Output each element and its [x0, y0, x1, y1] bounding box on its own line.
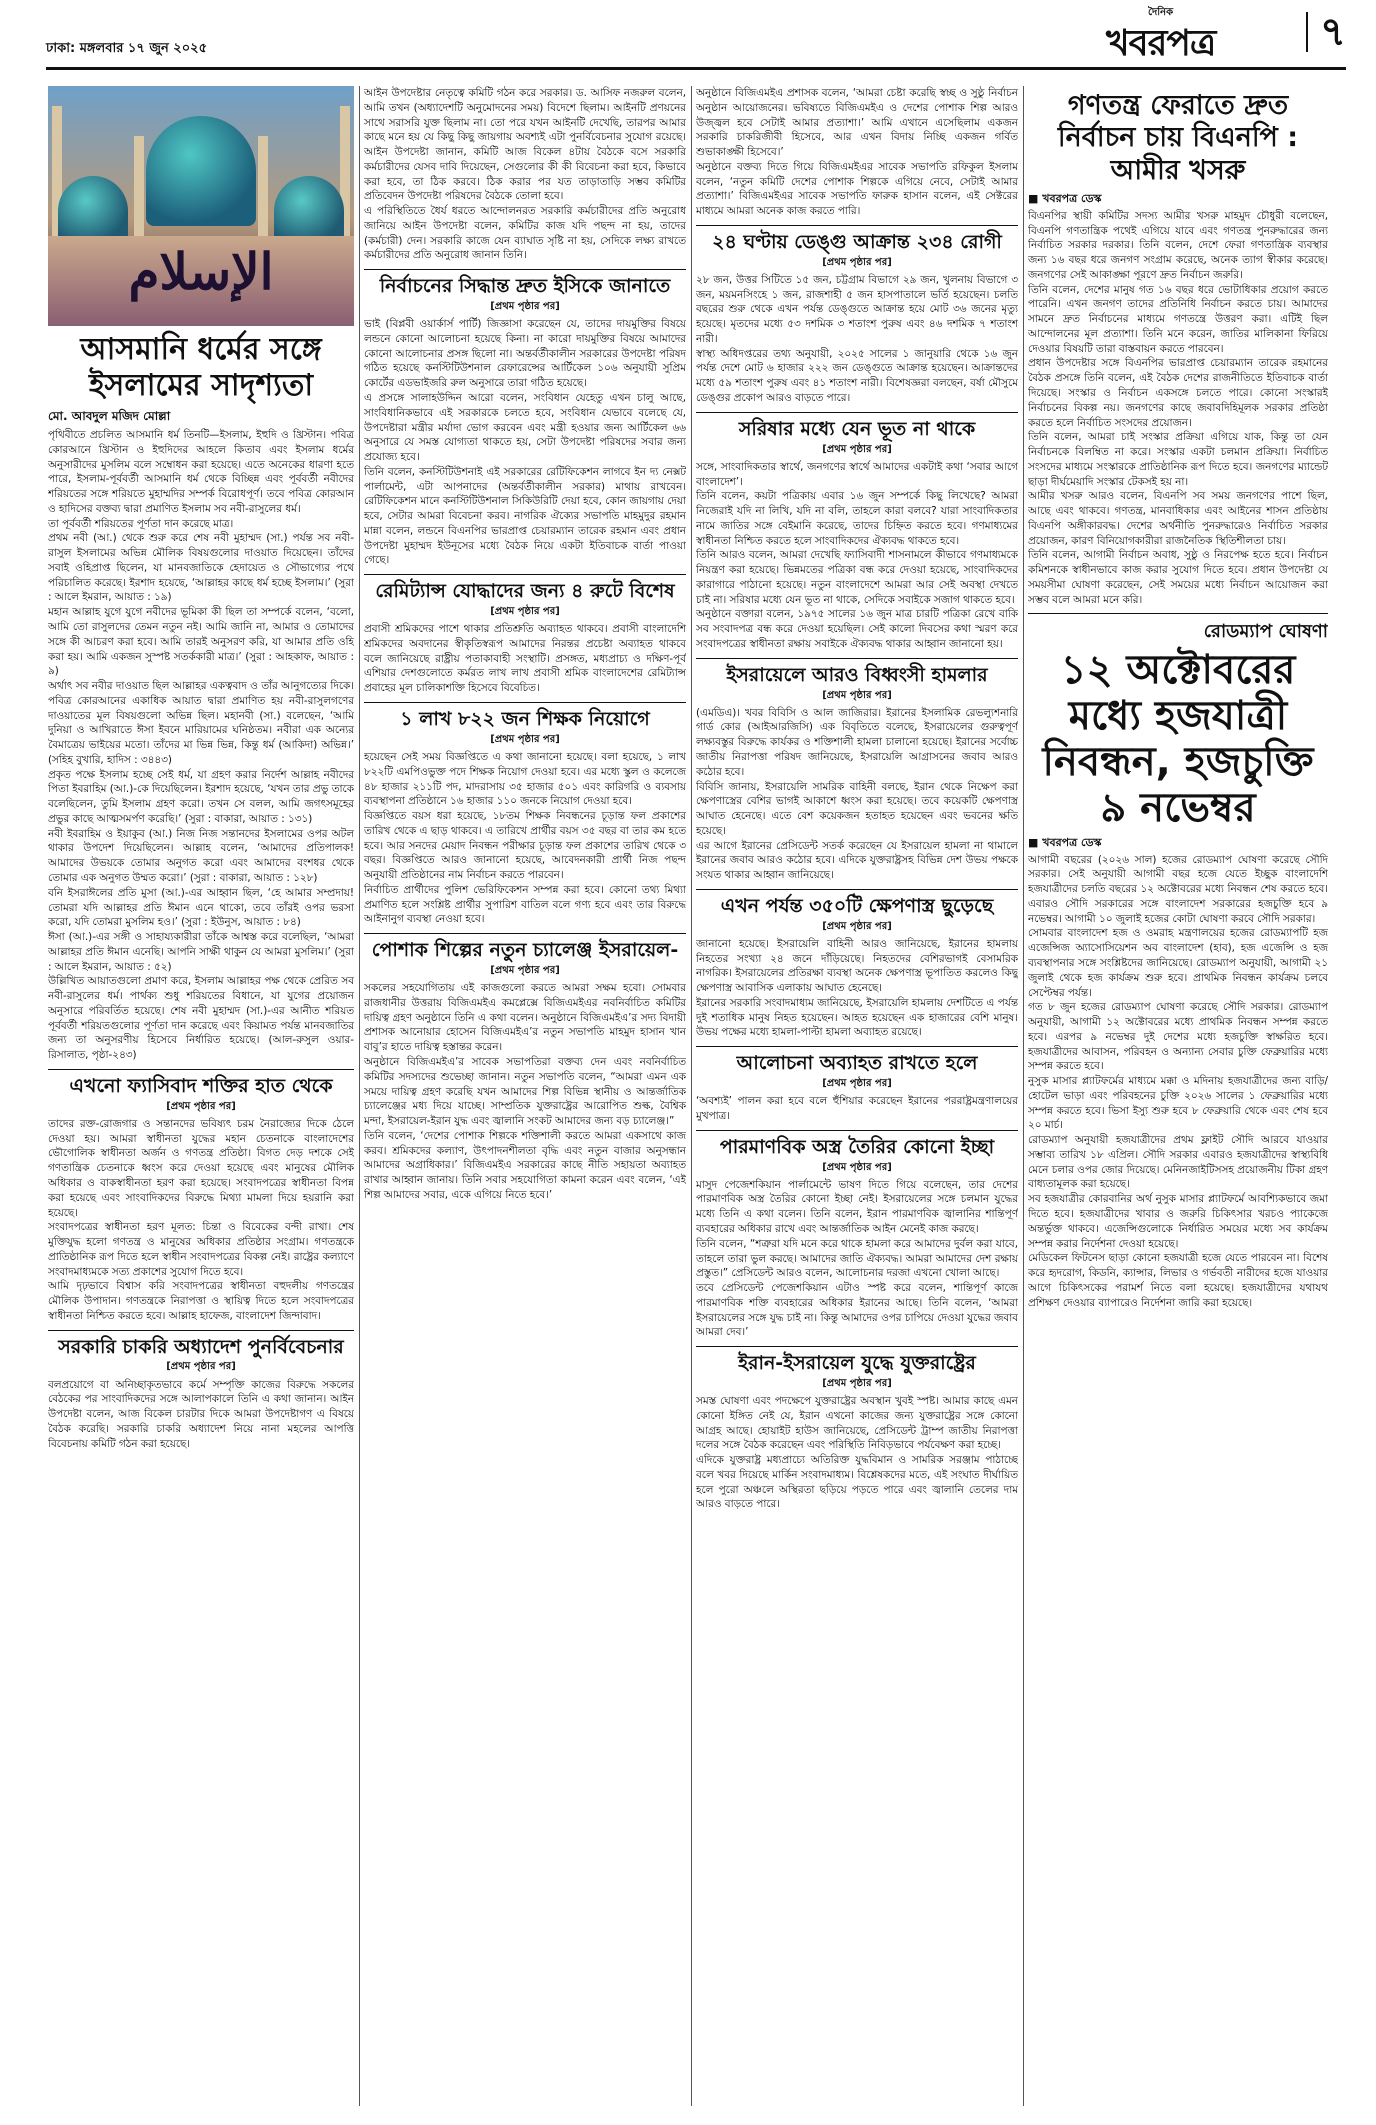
paragraph: তা পূর্ববর্তী শরিয়তের পূর্ণতা দান করেছে মাত্র। — [48, 517, 234, 530]
paragraph: বলপ্রয়োগে বা অনিচ্ছাকৃতভাবে কর্মে সম্পৃক্তি কাজের বিরুদ্ধে সকলের বেঠকের পর সাংবাদিকদের সঙ্গে আলাপকালে তিনি এ কথা জানান। আইন উপদেষ্টা বলেন, আজ বিকেল চারটার দিকে আমরা উপদেষ্টাগণ এ বিষয়ে বৈঠক করেছি। সরকারি চাকরি অধ্যাদেশ নিয়ে নানা মহলের আপত্তি বিবেচনায় কমিটি গঠন করা হয়েছে। — [48, 1378, 354, 1450]
paragraph: তিনি বলেন, ‘দেশের পোশাক শিল্পকে শক্তিশালী করতে আমরা একসাথে কাজ করব। শ্রমিকদের কল্যাণ, উৎপাদনশীলতা বৃদ্ধি এবং নতুন বাজার অনুসন্ধান আমাদের অগ্রাধিকার।’ বিজিএমইএ সরকারের কাছে নীতি সহায়তা অব্যাহত রাখার আহ্বান জানায়। তিনি সবার সহযোগিতা কামনা করেন এবং বলেন, ‘এই শিল্প আমাদের সবার, একে এগিয়ে নিতে হবে।’ — [364, 1129, 686, 1201]
paragraph: জানানো হয়েছে। ইসরায়েলি বাহিনী আরও জানিয়েছে, ইরানের হামলায় নিহতের সংখ্যা ২৪ জনে দাঁড়িয়েছে। নিহতদের বেশিরভাগই বেসামরিক নাগরিক। ইসরায়েলের প্রতিরক্ষা ব্যবস্থা অনেক ক্ষেপণাস্ত্র ভূপাতিত করলেও কিছু ক্ষেপণাস্ত্র আবাসিক এলাকায় আঘাত হেনেছে। — [696, 937, 1018, 995]
paragraph: ‘অবশ্যই’ পালন করা হবে বলে হুঁশিয়ার করেছেন ইরানের পররাষ্ট্রমন্ত্রণালয়ের মুখপাত্র। — [696, 1095, 1018, 1122]
headline: ২৪ ঘণ্টায় ডেঙ্গু আক্রান্ত ২৩৪ রোগী — [696, 225, 1018, 254]
headline: নির্বাচনের সিদ্ধান্ত দ্রুত ইসিকে জানাতে — [364, 269, 686, 298]
paragraph: আগামী বছরের (২০২৬ সাল) হজের রোডম্যাপ ঘোষণা করেছে সৌদি সরকার। সেই অনুযায়ী আগামী বছর হজে যেতে ইচ্ছুক বাংলাদেশি হজযাত্রীদের চলতি বছরের ১২ অক্টোবরের মধ্যে নিবন্ধন শেষ করতে হবে। এবারও সৌদি সরকারের সঙ্গে বাংলাদেশ সরকারের হজচুক্তি হবে ৯ নভেম্বর। আগামী ১০ জুলাই হজের কোটা ঘোষণা করবে সৌদি সরকার। — [1028, 853, 1328, 925]
column-4 — [1028, 86, 1328, 2116]
paragraph: বিএনপির স্থায়ী কমিটির সদস্য আমীর খসরু মাহমুদ চৌধুরী বলেছেন, বিএনপি গণতান্ত্রিক পথেই এগিয়ে যাবে এবং গণতন্ত্র পুনরুদ্ধারের জন্য নির্বাচিত সরকার দরকার। তিনি বলেন, দেশে ফেরা গণতান্ত্রিক ব্যবস্থার জন্য ১৬ বছর ধরে জনগণ সংগ্রাম করেছে, অনেক ত্যাগ স্বীকার করেছে। জনগণের সেই আকাঙ্ক্ষা পূরণে দ্রুত নির্বাচন জরুরি। — [1028, 209, 1328, 281]
article-dengue — [696, 225, 1018, 406]
article-nuclear — [696, 1130, 1018, 1340]
byline: মো. আবদুল মজিদ মোল্লা — [48, 409, 171, 423]
paragraph: তাদের রক্ত-রোজগার ও সন্তানদের ভবিষ্যৎ চরম নৈরাজ্যের দিকে ঠেলে দেওয়া হয়। আমরা স্বাধীনতা যুদ্ধের মহান চেতনাকে বাংলাদেশের ভৌগোলিক স্বাধীনতা অর্জন ও গণতন্ত্র প্রতিষ্ঠা। বিগত দেড় দশকে সেই গণতান্ত্রিক চেতনাকে ধ্বংস করে দেওয়া হয়েছে এবং মানুষের মৌলিক অধিকার ও বাকস্বাধীনতা হরণ করা হয়েছে। সংবাদপত্রের স্বাধীনতা বিপন্ন করা হয়েছে এবং সাংবাদিকদের বিরুদ্ধে মিথ্যা মামলা দিয়ে হয়রানি করা হয়েছে। — [48, 1117, 354, 1219]
paragraph: এর আগে ইরানের প্রেসিডেন্ট সতর্ক করেছেন যে ইসরায়েল হামলা না থামালে ইরানের জবাব আরও কঠোর হবে। এদিকে যুক্তরাষ্ট্রসহ বিভিন্ন দেশ উভয় পক্ষকে সংযত থাকার আহ্বান জানিয়েছে। — [696, 839, 1018, 882]
paragraph: সমস্ত ঘোষণা এবং পদক্ষেপে যুক্তরাষ্ট্রের অবস্থান খুবই স্পষ্ট। আমার কাছে এমন কোনো ইঙ্গিত নেই যে, ইরান এখনো কাজের জন্য যুক্তরাষ্ট্রের সঙ্গে কোনো আগ্রহ আছে। হোয়াইট হাউস জানিয়েছে, প্রেসিডেন্ট ট্রাম্প জাতীয় নিরাপত্তা দলের সঙ্গে বৈঠক করেছেন এবং পরিস্থিতি নিবিড়ভাবে পর্যবেক্ষণ করা হচ্ছে। — [696, 1395, 1018, 1452]
paragraph: মেডিকেল ফিটনেস ছাড়া কোনো হজযাত্রী হজে যেতে পারবেন না। বিশেষ করে হৃদরোগ, কিডনি, ক্যান্সার, লিভার ও গর্ভবতী নারীদের হজে যাওয়ার আগে চিকিৎসকের পরামর্শ নিতে বলা হয়েছে। হজযাত্রীদের যথাযথ প্রশিক্ষণ দেওয়ার ব্যাপারেও নির্দেশনা জারি করা হয়েছে। — [1028, 1252, 1328, 1309]
jump-line: [প্রথম পৃষ্ঠার পর] — [822, 689, 892, 701]
article-missiles — [696, 889, 1018, 1040]
paragraph: বিবিসি জানায়, ইসরায়েলি সামরিক বাহিনী বলছে, ইরান থেকে নিক্ষেপ করা ক্ষেপণাস্ত্রের বেশির ভাগই আকাশে ধ্বংস করা হয়েছে। তবে কয়েকটি ক্ষেপণাস্ত্র আঘাত হেনেছে। এতে বেশ কয়েকজন হতাহত হয়েছেন এবং ভবনের ক্ষতি হয়েছে। — [696, 780, 1018, 837]
article-jobs — [48, 1330, 354, 1452]
column-divider — [1023, 86, 1024, 2106]
paragraph: তিনি বলেন, “শত্রুরা যদি মনে করে থাকে হামলা করে আমাদের দুর্বল করা যাবে, তাহলে তারা ভুল করছে। আমাদের জাতি ঐক্যবদ্ধ। আমরা আমাদের দেশ রক্ষায় প্রস্তুত।” প্রেসিডেন্ট আরও বলেন, আলোচনার দরজা এখনো খোলা আছে। — [696, 1237, 1018, 1280]
paragraph: ঈসা (আ.)-এর সঙ্গী ও সাহায্যকারীরা তাঁকে আশ্বস্ত করে বলেছিল, ‘আমরা আল্লাহর প্রতি ঈমান এনেছি। আপনি সাক্ষী থাকুন যে আমরা মুসলিম।’ (সুরা : আলে ইমরান, আয়াত : ৫২) — [48, 931, 354, 973]
paragraph: বনি ইসরাঈলের প্রতি মুসা (আ.)-এর আহ্বান ছিল, ‘হে আমার সম্প্রদায়! তোমরা যদি আল্লাহর প্রতি ঈমান এনে থাকো, তবে তাঁরই ওপর ভরসা করো, যদি তোমরা মুসলিম হও।’ (সুরা : ইউনুস, আয়াত : ৮৪) — [48, 886, 354, 929]
article-israel-attack — [696, 658, 1018, 883]
paragraph: গত ৮ জুন হজের রোডম্যাপ ঘোষণা করেছে সৌদি সরকার। রোডম্যাপ অনুযায়ী, আগামী ১২ অক্টোবরের মধ্যে প্রাথমিক নিবন্ধন সম্পন্ন করতে হবে। এরপর ৯ নভেম্বর দুই দেশের মধ্যে হজচুক্তি স্বাক্ষরিত হবে। হজযাত্রীদের আবাসন, পরিবহন ও অন্যান্য সেবার চুক্তি ফেব্রুয়ারির মধ্যে সম্পন্ন করতে হবে। — [1028, 1001, 1328, 1073]
column-divider — [691, 86, 692, 2106]
headline: ইসরায়েলে আরও বিধ্বংসী হামলার — [696, 658, 1018, 687]
paragraph: বিজ্ঞপ্তিতে বয়স ধরা হয়েছে, ১৮তম শিক্ষক নিবন্ধনের চূড়ান্ত ফল প্রকাশের তারিখ থেকে এ ছাড় থাকবে। এ তারিখে প্রার্থীর বয়স ৩৫ বছর বা তার কম হতে হবে। আর সনদের মেয়াদ নিবন্ধন পরীক্ষার চূড়ান্ত ফল প্রকাশের তারিখ থেকে ৩ বছর। বিজ্ঞপ্তিতে আরও জানানো হয়েছে, আবেদনকারী প্রার্থী নিজ পছন্দ অনুযায়ী প্রতিষ্ঠানের নাম নির্বাচন করতে পারবেন। — [364, 810, 686, 882]
logo-small-label: দৈনিক — [1148, 7, 1174, 18]
article-garments — [364, 933, 686, 1202]
paragraph: এদিকে যুক্তরাষ্ট্র মধ্যপ্রাচ্যে অতিরিক্ত যুদ্ধবিমান ও সামরিক সরঞ্জাম পাঠাচ্ছে বলে খবর দিয়েছে মার্কিন সংবাদমাধ্যম। বিশ্লেষকদের মতে, এই সংঘাত দীর্ঘায়িত হলে পুরো অঞ্চলে অস্থিরতা ছড়িয়ে পড়তে পারে এবং জ্বালানি তেলের দাম আরও বাড়তে পারে। — [696, 1454, 1018, 1511]
paragraph: হয়েছেন সেই সময় বিজ্ঞপ্তিতে এ কথা জানানো হয়েছে। বলা হয়েছে, ১ লাখ ৮২২টি এমপিওভুক্ত পদে শিক্ষক নিয়োগ দেওয়া হবে। এর মধ্যে স্কুল ও কলেজে ৪৮ হাজার ২১১টি পদ, মাদরাসায় ৩৫ হাজার ৫০১ এবং কারিগরি ও ব্যবসায় ব্যবস্থাপনা প্রতিষ্ঠানে ১৬ হাজার ১১০ জনকে নিয়োগ দেওয়া হবে। — [364, 750, 686, 808]
paragraph: তিনি বলেন, কয়টা পত্রিকায় এবার ১৬ জুন সম্পর্কে কিছু লিখেছে? আমরা নিজেরাই যদি না লিখি, যদি না বলি, তাহলে কারা বলবে? যারা সাংবাদিকতার নামে জাতির সঙ্গে বেইমানি করেছে, তাদের চিহ্নিত করতে হবে। গণমাধ্যমের স্বাধীনতা নিশ্চিত করতে হলে সাংবাদিকদের ঐক্যবদ্ধ থাকতে হবে। — [696, 490, 1018, 547]
article-fascist — [48, 1069, 354, 1324]
paragraph: তিনি আরও বলেন, আমরা দেখেছি ফ্যাসিবাদী শাসনামলে কীভাবে গণমাধ্যমকে নিয়ন্ত্রণ করা হয়েছে। ভিন্নমতের পত্রিকা বন্ধ করে দেওয়া হয়েছে, সাংবাদিকদের কারাগারে পাঠানো হয়েছে। নতুন বাংলাদেশে আমরা আর সেই অবস্থা দেখতে চাই না। সরিষার মধ্যে যেন ভূত না থাকে, সেদিকে সবাইকে সজাগ থাকতে হবে। — [696, 549, 1018, 606]
jump-line: [প্রথম পৃষ্ঠার পর] — [490, 964, 560, 976]
jump-line: [প্রথম পৃষ্ঠার পর] — [822, 920, 892, 932]
paragraph: অনুষ্ঠানে বক্তব্য দিতে গিয়ে বিজিএমইএর সাবেক সভাপতি রফিকুল ইসলাম বলেন, ‘নতুন কমিটি দেশের পোশাক শিল্পকে এগিয়ে নেবে, সেটাই আমার প্রত্যাশা।’ বিজিএমইএর সাবেক সভাপতি ফারুক হাসান বলেন, এই সেক্টরের মাধ্যমে আমরা অনেক কাজ করতে পারি। — [696, 160, 1018, 218]
jump-line: [প্রথম পৃষ্ঠার পর] — [166, 1361, 236, 1373]
article-jobs-continued — [364, 86, 686, 263]
jump-line: [প্রথম পৃষ্ঠার পর] — [822, 256, 892, 268]
paragraph: অর্থাৎ সব নবীর দাওয়াত ছিল আল্লাহর একত্ববাদ ও তাঁর আনুগত্যের দিকে। পবিত্র কোরআনের একাধিক আয়াত দ্বারা প্রমাণিত হয় নবী-রাসুলগণের দাওয়াতের মূল বিষয়গুলো অভিন্ন ছিল। মহানবী (সা.) বলেছেন, ‘আমি দুনিয়া ও আখিরাতে ঈসা ইবনে মারিয়ামের ঘনিষ্ঠতম। নবীরা এক অন্যের বৈমাত্রেয় ভাইয়ের মতো। তাঁদের মা ভিন্ন ভিন্ন, কিন্তু ধর্ম (আকিদা) অভিন্ন।’ (সহিহ বুখারি, হাদিস : ৩৪৪৩) — [48, 680, 354, 766]
headline: আলোচনা অব্যাহত রাখতে হলে — [696, 1046, 1018, 1075]
paragraph: উল্লিখিত আয়াতগুলো প্রমাণ করে, ইসলাম আল্লাহর পক্ষ থেকে প্রেরিত সব নবী-রাসুলের ধর্ম। পার্থক্য শুধু শরিয়তের বিধানে, যা যুগের প্রয়োজন অনুসারে পরিবর্তিত হয়েছে। শেষ নবী মুহাম্মদ (সা.)-এর আনীত শরিয়ত পূর্ববর্তী শরিয়তগুলোর পূর্ণতা দান করেছে এবং কিয়ামত পর্যন্ত মানবজাতির জন্য তা অনুসরণীয় হিসেবে নির্ধারিত হয়েছে। (আল-রুসুল ওয়ার-রিসালাত, পৃষ্ঠা-২৪৩) — [48, 975, 354, 1062]
desk-line: ■ খবরপত্র ডেস্ক — [1028, 836, 1102, 849]
paragraph: তবে প্রেসিডেন্ট পেজেশকিয়ান এটাও স্পষ্ট করে বলেন, শান্তিপূর্ণ কাজে পারমাণবিক শক্তি ব্যবহারের অধিকার ইরানের আছে। তিনি বলেন, ‘আমরা ইসরায়েলের সঙ্গে যুদ্ধ চাই না। কিন্তু আমাদের ওপর চাপিয়ে দেওয়া যুদ্ধের জবাব আমরা দেব।’ — [696, 1282, 1018, 1339]
issue-date: ঢাকা: মঙ্গলবার ১৭ জুন ২০২৫ — [46, 41, 208, 56]
desk-line: ■ খবরপত্র ডেস্ক — [1028, 192, 1102, 206]
article-ghost — [696, 412, 1018, 652]
paragraph: অনুষ্ঠানে বিজিএমইএ’র সাবেক সভাপতিরা বক্তব্য দেন এবং নবনির্বাচিত কমিটির সদস্যদের শুভেচ্ছা জানান। নতুন সভাপতি বলেন, “আমরা এমন এক সময়ে দায়িত্ব গ্রহণ করেছি যখন আমাদের শিল্প বিভিন্ন স্থানীয় ও আন্তর্জাতিক চ্যালেঞ্জের মধ্য দিয়ে যাচ্ছে। সাম্প্রতিক যুক্তরাষ্ট্রের আরোপিত শুল্ক, বৈশ্বিক মন্দা, ইসরায়েল-ইরান যুদ্ধ এবং জ্বালানি সংকট আমাদের জন্য বড় চ্যালেঞ্জ।” — [364, 1055, 686, 1128]
jump-line: [প্রথম পৃষ্ঠার পর] — [822, 1078, 892, 1090]
article-khasru — [1028, 90, 1328, 607]
paragraph: সোমবার বাংলাদেশ হজ ও ওমরাহ মন্ত্রণালয়ের হজের রোডম্যাপটি হজ এজেন্সিজ অ্যাসোসিয়েশন অব বাংলাদেশ (হাব), হজ এজেন্সি ও হজ ব্যবস্থাপনার সঙ্গে সংশ্লিষ্টদের জানিয়েছে। রোডম্যাপ অনুযায়ী, আগামী ২১ জুলাই থেকে হজ কার্যক্রম শুরু হবে। প্রাথমিক নিবন্ধন কার্যক্রম চলবে সেপ্টেম্বর পর্যন্ত। — [1028, 927, 1328, 999]
headline: পোশাক শিল্পের নতুন চ্যালেঞ্জ ইসরায়েল- — [364, 933, 686, 962]
column-divider — [359, 86, 360, 2106]
paragraph: সকলের সহযোগিতায় এই কাজগুলো করতে আমরা সক্ষম হবো। সোমবার রাজধানীর উত্তরায় বিজিএমইএ কমপ্লেক্সে বিজিএমইএর নবনির্বাচিত কমিটির দায়িত্ব গ্রহণ অনুষ্ঠানে তিনি এ কথা বলেন। অনুষ্ঠানে বিজিএমইএ’র সদ্য বিদায়ী প্রশাসক আনোয়ার হোসেন বিজিএমইএ’র নতুন সভাপতি মাহমুদ হাসান খান বাবু’র হাতে দায়িত্ব হস্তান্তর করেন। — [364, 982, 686, 1054]
headline: সরিষার মধ্যে যেন ভূত না থাকে — [696, 412, 1018, 441]
paragraph: ২৮ জন, উত্তর সিটিতে ১৫ জন, চট্টগ্রাম বিভাগে ২৯ জন, খুলনায় বিভাগে ৩ জন, ময়মনসিংহে ১ জন, রাজশাহী ৫ জন হাসপাতালে ভর্তি হয়েছেন। চলতি বছরের শুরু থেকে এখন পর্যন্ত ডেঙ্গুতে আক্রান্ত হয়ে মোট ৩৬ জনের মৃত্যু হয়েছে। মৃতদের মধ্যে ৫৩ দশমিক ৩ শতাংশ পুরুষ এবং ৪৬ দশমিক ৭ শতাংশ নারী। — [696, 273, 1018, 345]
paragraph: (এমডিএ)। খবর বিবিসি ও আল জাজিরার। ইরানের ইসলামিক রেভল্যুশনারি গার্ড কোর (আইআরজিসি) এক বিবৃতিতে বলেছে, ইসরায়েলের গুরুত্বপূর্ণ লক্ষ্যবস্তুর বিরুদ্ধে কার্যকর ও শক্তিশালী হামলা চালানো হয়েছে। ইরানের সর্বোচ্চ জাতীয় নিরাপত্তা পরিষদ জানিয়েছে, ইসরায়েলি আগ্রাসনের জবাব আরও কঠোর হবে। — [696, 706, 1018, 778]
paragraph: সংবাদপত্রের স্বাধীনতা হরণ মূলত: চিন্তা ও বিবেকের বন্দী রাখা। শেষ মুক্তিযুদ্ধ হলো গণতন্ত্র ও মানুষের অধিকার প্রতিষ্ঠার সংগ্রাম। গণতন্ত্রকে প্রাতিষ্ঠানিক রূপ দিতে হলে স্বাধীন সংবাদপত্রের বিকল্প নেই। রাষ্ট্রের কল্যাণে সংবাদমাধ্যমকে সত্য প্রকাশের সুযোগ দিতে হবে। — [48, 1221, 354, 1278]
paragraph: তিনি বলেন, কনস্টিটিউশনাই এই সরকারের রেটিফিকেশন লাগবে ইন দ্য নেক্সট পার্লামেন্ট, এটা আপনাদের (অন্তর্বর্তীকালীন সরকার) মাথায় রাখবেন। রেটিফিকেশন মানে কনস্টিটিউশনাল সিকিউরিটি দেয়া হবে, কোন জায়গায় দেয়া হবে, সেটার আমরা বিবেচনা করব। নাগরিক ঐক্যের সভাপতি মাহমুদুর রহমান মান্না বলেন, লন্ডনে বিএনপির ভারপ্রাপ্ত চেয়ারম্যান তারেক রহমান এবং প্রধান উপদেষ্টা মুহাম্মদ ইউনূসের মধ্যে বৈঠক নিয়ে একটা ইতিবাচক বার্তা পাওয়া গেছে। — [364, 465, 686, 567]
column-2 — [364, 86, 686, 2116]
paragraph: ভাই (বিপ্লবী ওয়ার্কার্স পার্টি) জিজ্ঞাসা করেছেন যে, তাদের দায়মুক্তির বিষয়ে লন্ডনে কোনো আলোচনা হয়েছে কিনা। না কারো দায়মুক্তির বিষয়ে আমাদের কোনো আলোচনার প্রসঙ্গ ছিলো না। অন্তর্বর্তীকালীন সরকারের উপদেষ্টা পরিষদ গঠিত হয়েছে কনস্টিটিউশনাল রেফারেন্সের আর্টিকেল ১০৬ অনুযায়ী সুপ্রিম কোর্টের এডভাইজরি রুল অনুসারে তারা গঠিত হয়েছে। — [364, 318, 686, 390]
kicker: রোডম্যাপ ঘোষণা — [1028, 613, 1328, 645]
headline: আসমানি ধর্মের সঙ্গে ইসলামের সাদৃশ্যতা — [80, 332, 322, 403]
paragraph: তিনি বলেন, আগামী নির্বাচন অবাধ, সুষ্ঠু ও নিরপেক্ষ হতে হবে। নির্বাচন কমিশনকে স্বাধীনভাবে কাজ করার সুযোগ দিতে হবে। প্রধান উপদেষ্টা যে সময়সীমা ঘোষণা করেছেন, সেই সময়ের মধ্যে নির্বাচন আয়োজন করা সম্ভব বলে আমরা মনে করি। — [1028, 549, 1328, 606]
article-election-signal — [364, 269, 686, 568]
paragraph: এ পরিস্থিতিতে ধৈর্য ধরতে আন্দোলনরত সরকারি কর্মচারীদের প্রতি অনুরোধ জানিয়ে আইন উপদেষ্টা বলেন, কমিটির কাজ যদি পছন্দ না হয়, তাদের (কর্মচারী) দেন। সরকারি কাজে যেন ব্যাঘাত সৃষ্টি না হয়, সেদিকে লক্ষ্য রাখতে কর্মচারীদের প্রতি অনুরোধ জানান তিনি। — [364, 205, 686, 262]
page-number: ৭ — [1306, 12, 1346, 52]
headline: এখনো ফ্যাসিবাদ শক্তির হাত থেকে — [48, 1069, 354, 1098]
paragraph: মহান আল্লাহ যুগে যুগে নবীদের ভূমিকা কী ছিল তা সম্পর্কে বলেন, ‘বলো, আমি তো রাসুলদের তেমন নতুন নই। আমি জানি না, আমার ও তোমাদের সঙ্গে কী আচরণ করা হবে। আমি তারই অনুসরণ করি, যা আমার প্রতি ওহি করা হয়। আমি একজন সুস্পষ্ট সতর্ককারী মাত্র।’ (সুরা : আহকাফ, আয়াত : ৯) — [48, 606, 354, 678]
paragraph: ইরানের সরকারি সংবাদমাধ্যম জানিয়েছে, ইসরায়েলি হামলায় দেশটিতে এ পর্যন্ত দুই শতাধিক মানুষ নিহত হয়েছেন। আহত হয়েছেন এক হাজারের বেশি মানুষ। উভয় পক্ষের মধ্যে হামলা-পাল্টা হামলা অব্যাহত রয়েছে। — [696, 996, 1018, 1039]
paragraph: নবী ইবরাহিম ও ইয়াকুব (আ.) নিজ নিজ সন্তানদের ইসলামের ওপর অটল থাকার উপদেশ দিয়েছিলেন। আল্লাহ বলেন, ‘আমাদের প্রতিপালক! আমাদের উভয়কে তোমার অনুগত করো এবং আমাদের বংশধর থেকে তোমার এক অনুগত উম্মত করো।’ (সুরা : বাকারা, আয়াত : ১২৮) — [48, 827, 354, 884]
paragraph: নুসুক মাসার প্ল্যাটফর্মের মাধ্যমে মক্কা ও মদিনায় হজযাত্রীদের জন্য বাড়ি/হোটেল ভাড়া এবং পরিবহনের চুক্তি ২০২৬ সালের ১ ফেব্রুয়ারির মধ্যে সম্পন্ন করতে হবে। ভিসা ইস্যু শুরু হবে ৮ ফেব্রুয়ারি থেকে এবং শেষ হবে ২০ মার্চ। — [1028, 1075, 1328, 1132]
paragraph: প্রকৃত পক্ষে ইসলাম হচ্ছে সেই ধর্ম, যা গ্রহণ করার নির্দেশ আল্লাহ নবীদের পিতা ইবরাহিম (আ.)-কে দিয়েছিলেন। ইরশাদ হয়েছে, ‘যখন তার প্রভু তাকে বলেছিলেন, তুমি ইসলাম গ্রহণ করো। তখন সে বলল, আমি জগৎসমূহের প্রভুর কাছে আত্মসমর্পণ করেছি।’ (সুরা : বাকারা, আয়াত : ১৩১) — [48, 768, 354, 825]
article-garments-continued — [696, 86, 1018, 219]
paragraph: প্রবাসী শ্রমিকদের পাশে থাকার প্রতিশ্রুতি অব্যাহত থাকবে। প্রবাসী বাংলাদেশি শ্রমিকদের অবদানের স্বীকৃতিস্বরূপ আমাদের নিরন্তর প্রচেষ্টা অব্যাহত থাকবে বলে জানিয়েছে রাষ্ট্রীয় পতাকাবাহী সংস্থাটি। প্রসঙ্গত, মধ্যপ্রাচ্য ও দক্ষিণ-পূর্ব এশিয়ার দেশগুলোতে কর্মরত লাখ লাখ প্রবাসী শ্রমিক বাংলাদেশের রেমিট্যান্স প্রবাহের মূল চালিকাশক্তি হিসেবে বিবেচিত। — [364, 623, 686, 695]
jump-line: [প্রথম পৃষ্ঠার পর] — [490, 605, 560, 617]
paragraph: তিনি বলেন, দেশের মানুষ গত ১৬ বছর ধরে ভোটাধিকার প্রয়োগ করতে পারেনি। এখন জনগণ তাদের প্রতিনিধি নির্বাচন করতে চায়। আমাদের সামনে দ্রুত নির্বাচনের মাধ্যমে গণতন্ত্রে উত্তরণ করা। এটিই ছিল আন্দোলনের মূল প্রত্যাশা। তিনি মনে করেন, জাতির মালিকানা ফিরিয়ে দেওয়ার বিষয়টি তারা বাস্তবায়ন করতে পারবেন। — [1028, 283, 1328, 355]
article-dialogue — [696, 1046, 1018, 1124]
jump-line: [প্রথম পৃষ্ঠার পর] — [822, 1161, 892, 1173]
headline: গণতন্ত্র ফেরাতে দ্রুত নির্বাচন চায় বিএনপি : আমীর খসরু — [1057, 90, 1299, 186]
newspaper-logo — [1106, 7, 1286, 64]
jump-line: [প্রথম পৃষ্ঠার পর] — [490, 300, 560, 312]
headline: পারমাণবিক অস্ত্র তৈরির কোনো ইচ্ছা — [696, 1130, 1018, 1159]
article-remittance — [364, 574, 686, 696]
paragraph: আইন উপদেষ্টার নেতৃত্বে কমিটি গঠন করে সরকার। ড. আসিফ নজরুল বলেন, আমি তখন (অধ্যাদেশটি অনুমোদনের সময়) বিদেশে ছিলাম। আইনটি প্রণয়নের সাথে সরাসরি যুক্ত ছিলাম না। তো পরে যখন আইনটি দেখেছি, তারপর আমার কাছে মনে হয় যে কিছু কিছু জায়গায় অবশ্যই এটা পুনর্বিবেচনার সুযোগ রয়েছে। আইন উপদেষ্টা জানান, কমিটি আজ বিকেল ৪টায় বৈঠকে বসে সরকারি কর্মচারীদের যেসব দাবি দিয়েছেন, সেগুলোর কী কী বিবেচনা করা হবে, কিভাবে করা হবে, তা ঠিক করবে। ঠিক করার পর যত তাড়াতাড়ি সম্ভব কমিটির প্রতিবেদন উপদেষ্টা পরিষদের বৈঠকে তোলা হবে। — [364, 87, 686, 203]
paragraph: পৃথিবীতে প্রচলিত আসমানি ধর্ম তিনটি—ইসলাম, ইহুদি ও খ্রিস্টান। পবিত্র কোরআনে খ্রিস্টান ও ইহুদিদের আহলে কিতাব এবং ইসলাম ধর্মের অনুসারীদের মুসলিম বলে সম্বোধন করা হয়েছে। এতে অনেকের ধারণা হতে পারে, ইসলাম-পূর্ববর্তী আসমানি ধর্ম থেকে বিচ্ছিন্ন এবং পূর্ববর্তী নবীদের শরিয়তের সঙ্গে শরিয়তে মুহাম্মদির সম্পর্ক বিরোধপূর্ণ। তবে পবিত্র কোরআন ও হাদিসের বক্তব্য দ্বারা প্রমাণিত ইসলাম সব নবী-রাসুলের ধর্ম। — [48, 429, 354, 515]
arabic-calligraphy: الإسلام — [128, 242, 274, 301]
logo-wordmark: খবরপত্র — [1106, 22, 1216, 64]
paragraph: অনুষ্ঠানে বক্তারা বলেন, ১৯৭৫ সালের ১৬ জুন মাত্র চারটি পত্রিকা রেখে বাকি সব সংবাদপত্র বন্ধ করে দেওয়া হয়েছিল। সেই কালো দিবসের কথা স্মরণ করে সংবাদপত্রের স্বাধীনতা রক্ষায় সবাইকে ঐক্যবদ্ধ থাকার আহ্বান জানানো হয়। — [696, 608, 1018, 650]
paragraph: রোডম্যাপ অনুযায়ী হজযাত্রীদের প্রথম ফ্লাইট সৌদি আরবে যাওয়ার সম্ভাব্য তারিখ ১৮ এপ্রিল। সৌদি সরকার এবারও হজযাত্রীদের স্বাস্থ্যবিধি মেনে চলার ওপর জোর দিয়েছে। মেনিনজাইটিসসহ প্রয়োজনীয় টিকা গ্রহণ বাধ্যতামূলক করা হয়েছে। — [1028, 1134, 1328, 1191]
headline: ১ লাখ ৮২২ জন শিক্ষক নিয়োগে — [364, 702, 686, 731]
paragraph: মাসুদ পেজেশকিয়ান পার্লামেন্টে ভাষণ দিতে গিয়ে বলেছেন, তার দেশের পারমাণবিক অস্ত্র তৈরির কোনো ইচ্ছা নেই। ইসরায়েলের সঙ্গে চলমান যুদ্ধের মধ্যে তিনি এ কথা বলেন। তিনি বলেন, ইরান পারমাণবিক জ্বালানির শান্তিপূর্ণ ব্যবহারের অধিকার রাখে এবং আন্তর্জাতিক আইন মেনেই কাজ করছে। — [696, 1178, 1018, 1236]
jump-line: [প্রথম পৃষ্ঠার পর] — [490, 733, 560, 745]
column-1 — [48, 86, 354, 2116]
paragraph: প্রথম নবী (আ.) থেকে শুরু করে শেষ নবী মুহাম্মদ (সা.) পর্যন্ত সব নবী-রাসুল ইসলামের অভিন্ন মৌলিক বিষয়গুলোর দাওয়াত দিয়েছেন। তাঁদের সবাই ওহিপ্রাপ্ত ছিলেন, যা মানবজাতিকে হেদায়েত ও সৌভাগ্যের পথে পরিচালিত করেছে। ইরশাদ হয়েছে, ‘আল্লাহর কাছে ধর্ম হচ্ছে ইসলাম।’ (সুরা : আলে ইমরান, আয়াত : ১৯) — [48, 532, 354, 604]
paragraph: সঙ্গে, সাংবাদিকতার স্বার্থে, জনগণের স্বার্থে আমাদের একটাই কথা ‘সবার আগে বাংলাদেশ’। — [696, 460, 1018, 488]
jump-line: [প্রথম পৃষ্ঠার পর] — [166, 1100, 236, 1112]
headline: রেমিট্যান্স যোদ্ধাদের জন্য ৪ রুটে বিশেষ — [364, 574, 686, 603]
headline: এখন পর্যন্ত ৩৫০টি ক্ষেপণাস্ত্র ছুড়েছে — [696, 889, 1018, 918]
paragraph: এ প্রসঙ্গে সালাহউদ্দিন আরো বলেন, সংবিধান যেহেতু এখন চালু আছে, সাংবিধানিকভাবে এই সরকারকে চলতে হবে, সংবিধান যেভাবে বলেছে যে, উপদেষ্টারা মন্ত্রীর মর্যাদা ভোগ করবেন এবং মন্ত্রী হওয়ার জন্য আর্টিকেল ৬৬ অনুসারে যে সমস্ত যোগ্যতা থাকতে হয়, সেটা উপদেষ্টা পরিষদের সবার জন্য প্রযোজ্য হবে। — [364, 392, 686, 464]
paragraph: স্বাস্থ্য অধিদপ্তরের তথ্য অনুযায়ী, ২০২৫ সালের ১ জানুয়ারি থেকে ১৬ জুন পর্যন্ত দেশে মোট ৬ হাজার ২২২ জন ডেঙ্গুতে আক্রান্ত হয়েছেন। আক্রান্তদের মধ্যে ৫৯ শতাংশ পুরুষ এবং ৪১ শতাংশ নারী। বিশেষজ্ঞরা বলছেন, বর্ষা মৌসুমে ডেঙ্গুর প্রকোপ আরও বাড়তে পারে। — [696, 347, 1018, 404]
column-3 — [696, 86, 1018, 2116]
paragraph: প্রধান উপদেষ্টার সঙ্গে বিএনপির ভারপ্রাপ্ত চেয়ারম্যান তারেক রহমানের বৈঠক প্রসঙ্গে তিনি বলেন, এই বৈঠক দেশের রাজনীতিতে ইতিবাচক বার্তা দিয়েছে। সংস্কার ও নির্বাচন একসঙ্গে চলতে পারে। কোনো সংস্কারই নির্বাচনের বিকল্প নয়। জনগণের কাছে জবাবদিহিমূলক সরকার প্রতিষ্ঠা করতে হলে নির্বাচিত সংসদের প্রয়োজন। — [1028, 357, 1328, 429]
mosque-illustration — [48, 86, 354, 326]
article-us-war — [696, 1346, 1018, 1512]
paragraph: অনুষ্ঠানে বিজিএমইএ প্রশাসক বলেন, ‘আমরা চেষ্টা করেছি স্বচ্ছ ও সুষ্ঠু নির্বাচন অনুষ্ঠান আয়োজনের। ভবিষ্যতে বিজিএমইএ ও দেশের পোশাক শিল্প আরও উজ্জ্বল হবে সেটাই আমার প্রত্যাশা।’ আমি এখানে এসেছিলাম একজন সরকারি চাকরিজীবী হিসেবে, আর এখন বিদায় নিচ্ছি একজন গর্বিত শুভাকাঙ্ক্ষী হিসেবে।’ — [696, 87, 1018, 159]
headline: ১২ অক্টোবরের মধ্যে হজযাত্রী নিবন্ধন, হজচুক্তি ৯ নভেম্বর — [1042, 647, 1314, 831]
article-hajj — [1028, 613, 1328, 1310]
paragraph: তিনি বলেন, আমরা চাই সংস্কার প্রক্রিয়া এগিয়ে যাক, কিন্তু তা যেন নির্বাচনকে বিলম্বিত না করে। সংস্কার একটা চলমান প্রক্রিয়া। নির্বাচিত সংসদের মাধ্যমে সংস্কারকে প্রাতিষ্ঠানিক রূপ দিতে হবে। জনগণের ম্যান্ডেট ছাড়া দীর্ঘমেয়াদি সংস্কার টেকসই হয় না। — [1028, 431, 1328, 488]
paragraph: নির্বাচিত প্রার্থীদের পুলিশ ভেরিফিকেশন সম্পন্ন করা হবে। কোনো তথ্য মিথ্যা প্রমাণিত হলে সংশ্লিষ্ট প্রার্থীর সুপারিশ বাতিল বলে গণ্য হবে এবং তার বিরুদ্ধে আইনানুগ ব্যবস্থা নেওয়া হবে। — [364, 883, 686, 926]
paragraph: আমি দৃঢ়ভাবে বিশ্বাস করি সংবাদপত্রের স্বাধীনতা বহুদলীয় গণতন্ত্রের মৌলিক উপাদান। গণতন্ত্রকে নিরাপত্তা ও স্থায়িত্ব দিতে হলে সংবাদপত্রের স্বাধীনতা নিশ্চিত করতে হবে। আল্লাহ হাফেজ, বাংলাদেশ জিন্দাবাদ। — [48, 1280, 354, 1322]
article-teachers — [364, 702, 686, 927]
paragraph: আমীর খসরু আরও বলেন, বিএনপি সব সময় জনগণের পাশে ছিল, আছে এবং থাকবে। গণতন্ত্র, মানবাধিকার এবং আইনের শাসন প্রতিষ্ঠায় বিএনপি অঙ্গীকারবদ্ধ। দেশের অর্থনীতি পুনরুদ্ধারেও নির্বাচিত সরকার প্রয়োজন, কারণ বিনিয়োগকারীরা রাজনৈতিক স্থিতিশীলতা চায়। — [1028, 490, 1328, 547]
jump-line: [প্রথম পৃষ্ঠার পর] — [822, 443, 892, 455]
headline: ইরান-ইসরায়েল যুদ্ধে যুক্তরাষ্ট্রের — [696, 1346, 1018, 1375]
article-islam — [48, 332, 354, 1063]
masthead — [46, 0, 1346, 70]
headline: সরকারি চাকরি অধ্যাদেশ পুনর্বিবেচনার — [48, 1330, 354, 1359]
paragraph: সব হজযাত্রীর কোরবানির অর্থ নুসুক মাসার প্ল্যাটফর্মে আবশ্যিকভাবে জমা দিতে হবে। হজযাত্রীদের খাবার ও জরুরি চিকিৎসার খরচও প্যাকেজে অন্তর্ভুক্ত থাকবে। এজেন্সিগুলোকে নির্ধারিত সময়ের মধ্যে সব কার্যক্রম সম্পন্ন করার নির্দেশনা দেওয়া হয়েছে। — [1028, 1193, 1328, 1250]
jump-line: [প্রথম পৃষ্ঠার পর] — [822, 1377, 892, 1389]
